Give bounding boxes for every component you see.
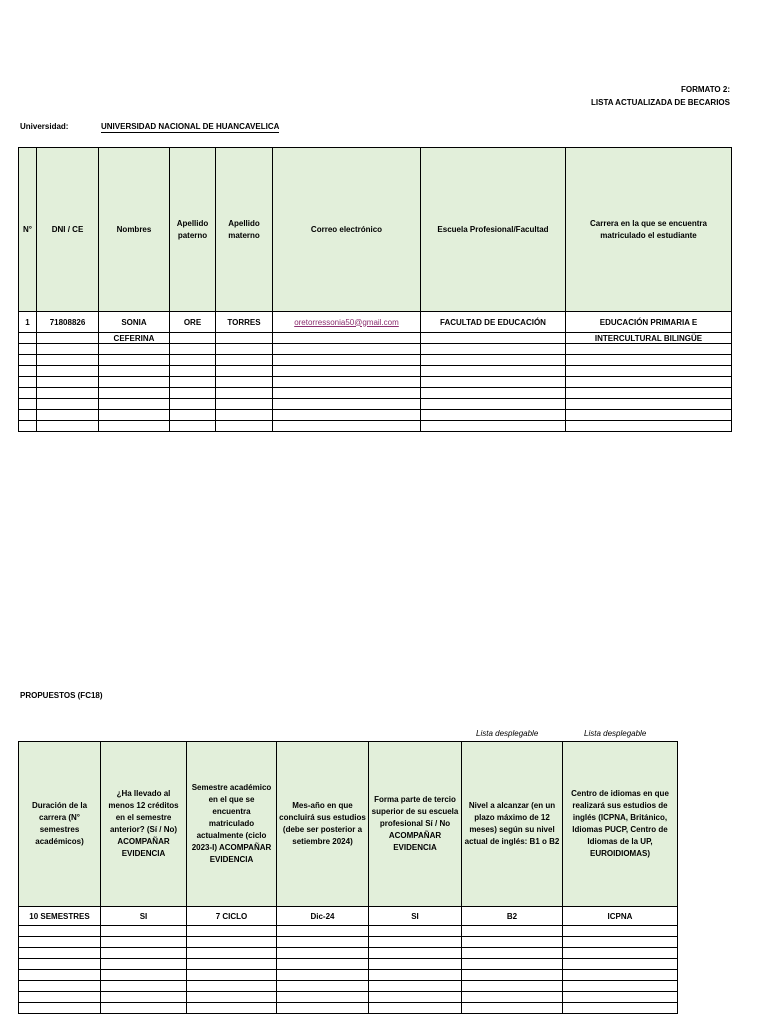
cell-nivel[interactable]: B2 [462,907,563,926]
cell-nombres: SONIA [99,312,170,333]
col-header-duracion: Duración de la carrera (N° semestres académicos) [19,742,101,907]
col-header-mes-anio: Mes-año en que concluirá sus estudios (debe ser posterior a setiembre 2024) [277,742,369,907]
empty-row [19,926,678,937]
col-header-nombres: Nombres [99,148,170,312]
table-row [19,333,732,344]
cell-escuela: FACULTAD DE EDUCACIÓN [421,312,566,333]
cell-creditos: SI [101,907,187,926]
empty-row [19,992,678,1003]
empty-row [19,948,678,959]
cell-apellido-materno [216,333,273,344]
cell-centro-idiomas[interactable]: ICPNA [563,907,678,926]
email-link[interactable]: oretorressonia50@gmail.com [294,317,399,327]
empty-row [19,959,678,970]
format-title [591,83,730,109]
empty-row [19,981,678,992]
cell-apellido-materno: TORRES [216,312,273,333]
format-line-2: LISTA ACTUALIZADA DE BECARIOS [591,98,730,107]
cell-correo [273,312,421,333]
col-header-dni: DNI / CE [37,148,99,312]
format-line-1: FORMATO 2: [680,85,730,94]
cell-mes-anio: Dic-24 [277,907,369,926]
university-label: Universidad: [20,122,69,131]
col-header-tercio-superior: Forma parte de tercio superior de su escuela profesional Sí / No ACOMPAÑAR EVIDENCIA [369,742,462,907]
col-header-carrera: Carrera en la que se encuentra matriculado el estudiante [566,148,732,312]
empty-row [19,937,678,948]
empty-row [19,399,732,410]
table-row [19,907,678,926]
cell-nombres: CEFERINA [99,333,170,344]
proposed-table [18,741,678,1014]
empty-row [19,377,732,388]
col-header-apellido-paterno: Apellido paterno [170,148,216,312]
empty-row [19,388,732,399]
col-header-centro-idiomas: Centro de idiomas en que realizará sus estudios de inglés (ICPNA, Británico, Idiomas PUCP, Centro de Idiomas de la UP, EUROIDIOMAS) [563,742,678,907]
university-value: UNIVERSIDAD NACIONAL DE HUANCAVELICA [101,122,280,131]
col-header-number: N° [19,148,37,312]
section-title: PROPUESTOS (FC18) [20,691,103,700]
col-header-apellido-materno: Apellido materno [216,148,273,312]
cell-number [19,333,37,344]
cell-dni: 71808826 [37,312,99,333]
col-header-creditos: ¿Ha llevado al menos 12 créditos en el semestre anterior? (Sí / No) ACOMPAÑAR EVIDENCIA [101,742,187,907]
table-header-row [19,148,732,312]
cell-duracion: 10 SEMESTRES [19,907,101,926]
cell-dni [37,333,99,344]
scholars-table [18,147,732,432]
cell-apellido-paterno: ORE [170,312,216,333]
table-row [19,312,732,333]
cell-semestre: 7 CICLO [187,907,277,926]
empty-row [19,355,732,366]
cell-number: 1 [19,312,37,333]
col-header-nivel: Nivel a alcanzar (en un plazo máximo de 12 meses) según su nivel actual de inglés: B1 o B2 [462,742,563,907]
table-header-row [19,742,678,907]
cell-escuela [421,333,566,344]
col-header-correo: Correo electrónico [273,148,421,312]
empty-row [19,344,732,355]
col-header-escuela: Escuela Profesional/Facultad [421,148,566,312]
cell-correo [273,333,421,344]
empty-row [19,970,678,981]
cell-apellido-paterno [170,333,216,344]
empty-row [19,366,732,377]
col-header-semestre: Semestre académico en el que se encuentra matriculado actualmente (ciclo 2023-I) ACOMPAÑAR EVIDENCIA [187,742,277,907]
cell-tercio-superior: SI [369,907,462,926]
empty-row [19,421,732,432]
cell-carrera: INTERCULTURAL BILINGÜE [566,333,732,344]
cell-carrera: EDUCACIÓN PRIMARIA E [566,312,732,333]
dropdown-note-1: Lista desplegable [476,729,539,738]
empty-row [19,410,732,421]
dropdown-note-2: Lista desplegable [584,729,647,738]
empty-row [19,1003,678,1014]
